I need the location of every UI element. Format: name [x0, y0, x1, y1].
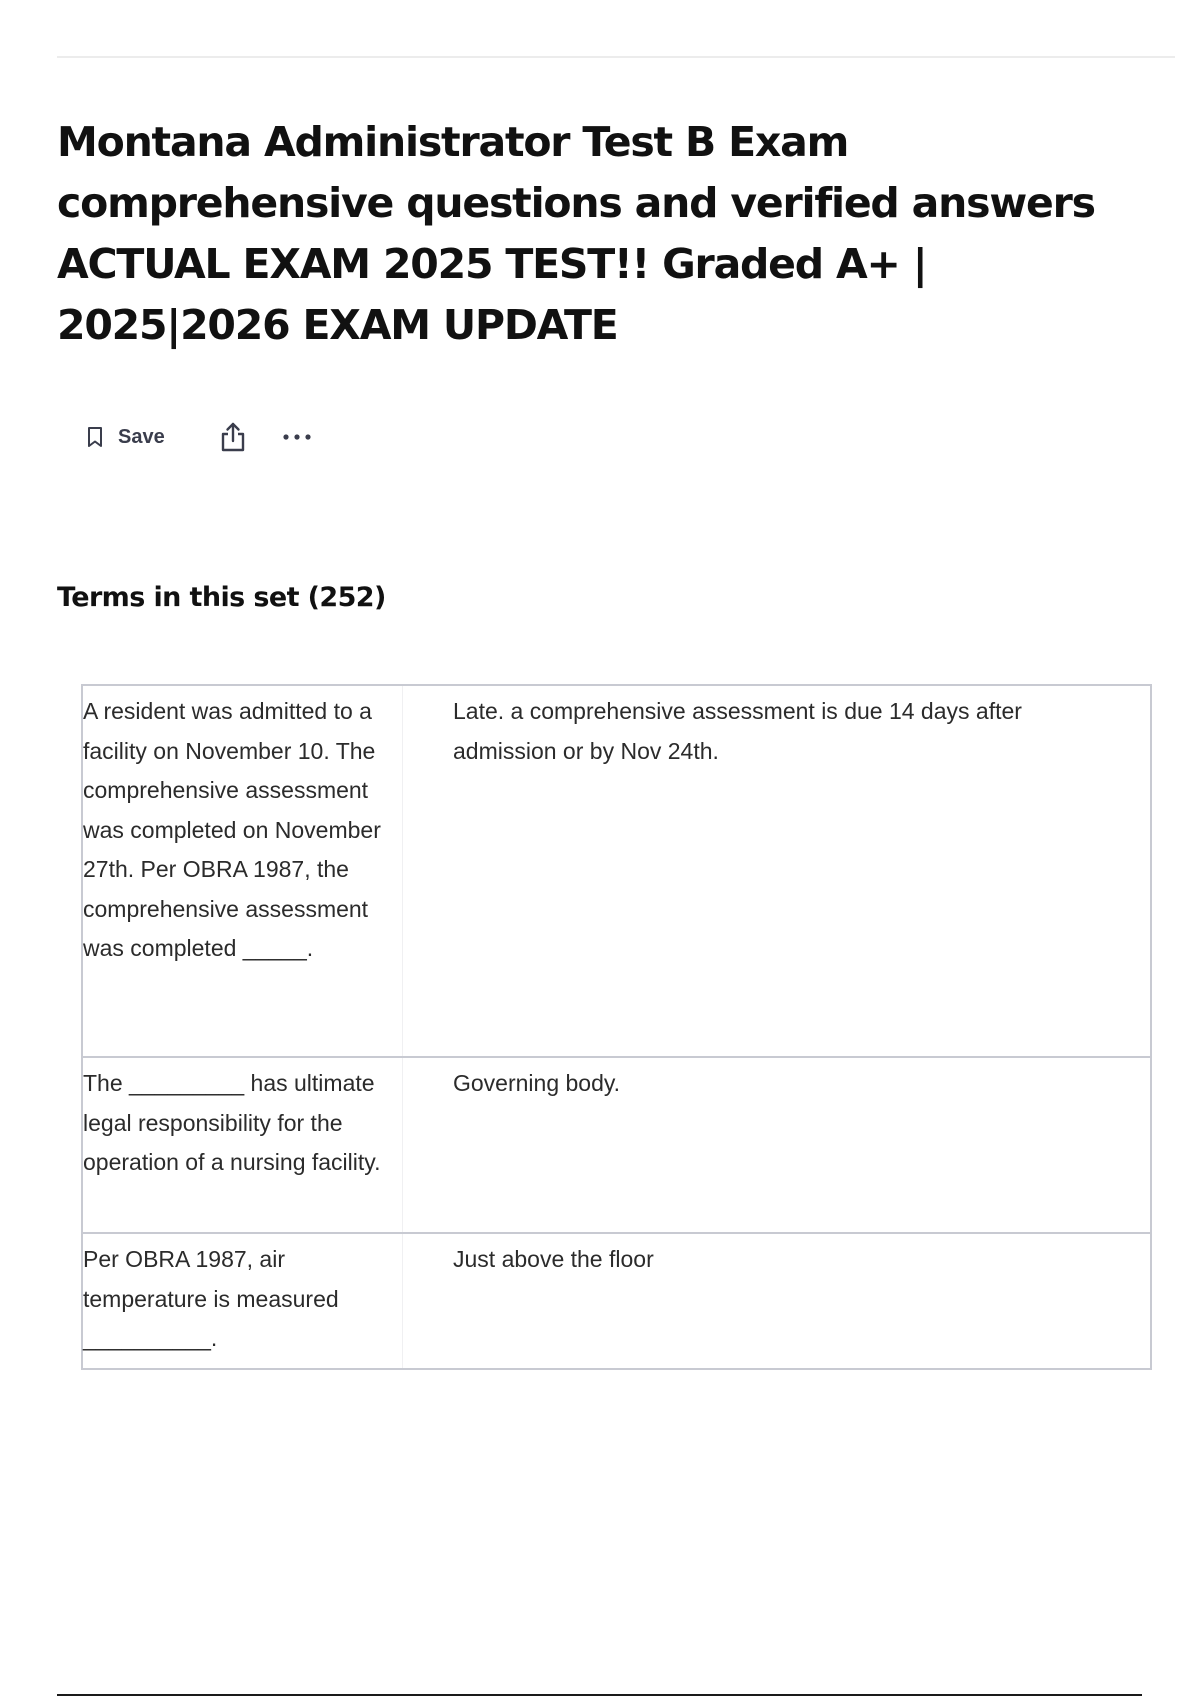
page-title: Montana Administrator Test B Exam comprehensive questions and verified answers ACTUAL EXAM 2025 TEST!! Graded A+ | 2025|2026 EXAM UPDATE — [57, 118, 1095, 349]
term-text: Per OBRA 1987, air temperature is measured __________. — [83, 1234, 403, 1368]
terms-heading: Terms in this set (252) — [57, 582, 386, 613]
action-bar — [86, 420, 313, 454]
term-text: A resident was admitted to a facility on November 10. The comprehensive assessment was completed on November 27th. Per OBRA 1987, the comprehensive assessment was completed _____. — [83, 686, 403, 1056]
term-text: The _________ has ultimate legal responsibility for the operation of a nursing facility. — [83, 1058, 403, 1232]
more-options-icon[interactable] — [281, 427, 313, 447]
term-row — [83, 686, 1150, 1058]
share-icon[interactable] — [219, 421, 247, 453]
definition-text: Governing body. — [453, 1070, 621, 1096]
term-row — [83, 1058, 1150, 1234]
definition-text: Just above the floor — [453, 1246, 654, 1272]
bookmark-icon — [86, 426, 104, 448]
definition-text: Late. a comprehensive assessment is due 14 days after admission or by Nov 24th. — [453, 698, 1022, 764]
top-divider — [57, 56, 1175, 58]
save-button[interactable] — [86, 426, 165, 449]
term-row — [83, 1234, 1150, 1368]
terms-table — [81, 684, 1152, 1370]
save-label: Save — [118, 425, 165, 448]
bottom-divider — [57, 1694, 1142, 1696]
